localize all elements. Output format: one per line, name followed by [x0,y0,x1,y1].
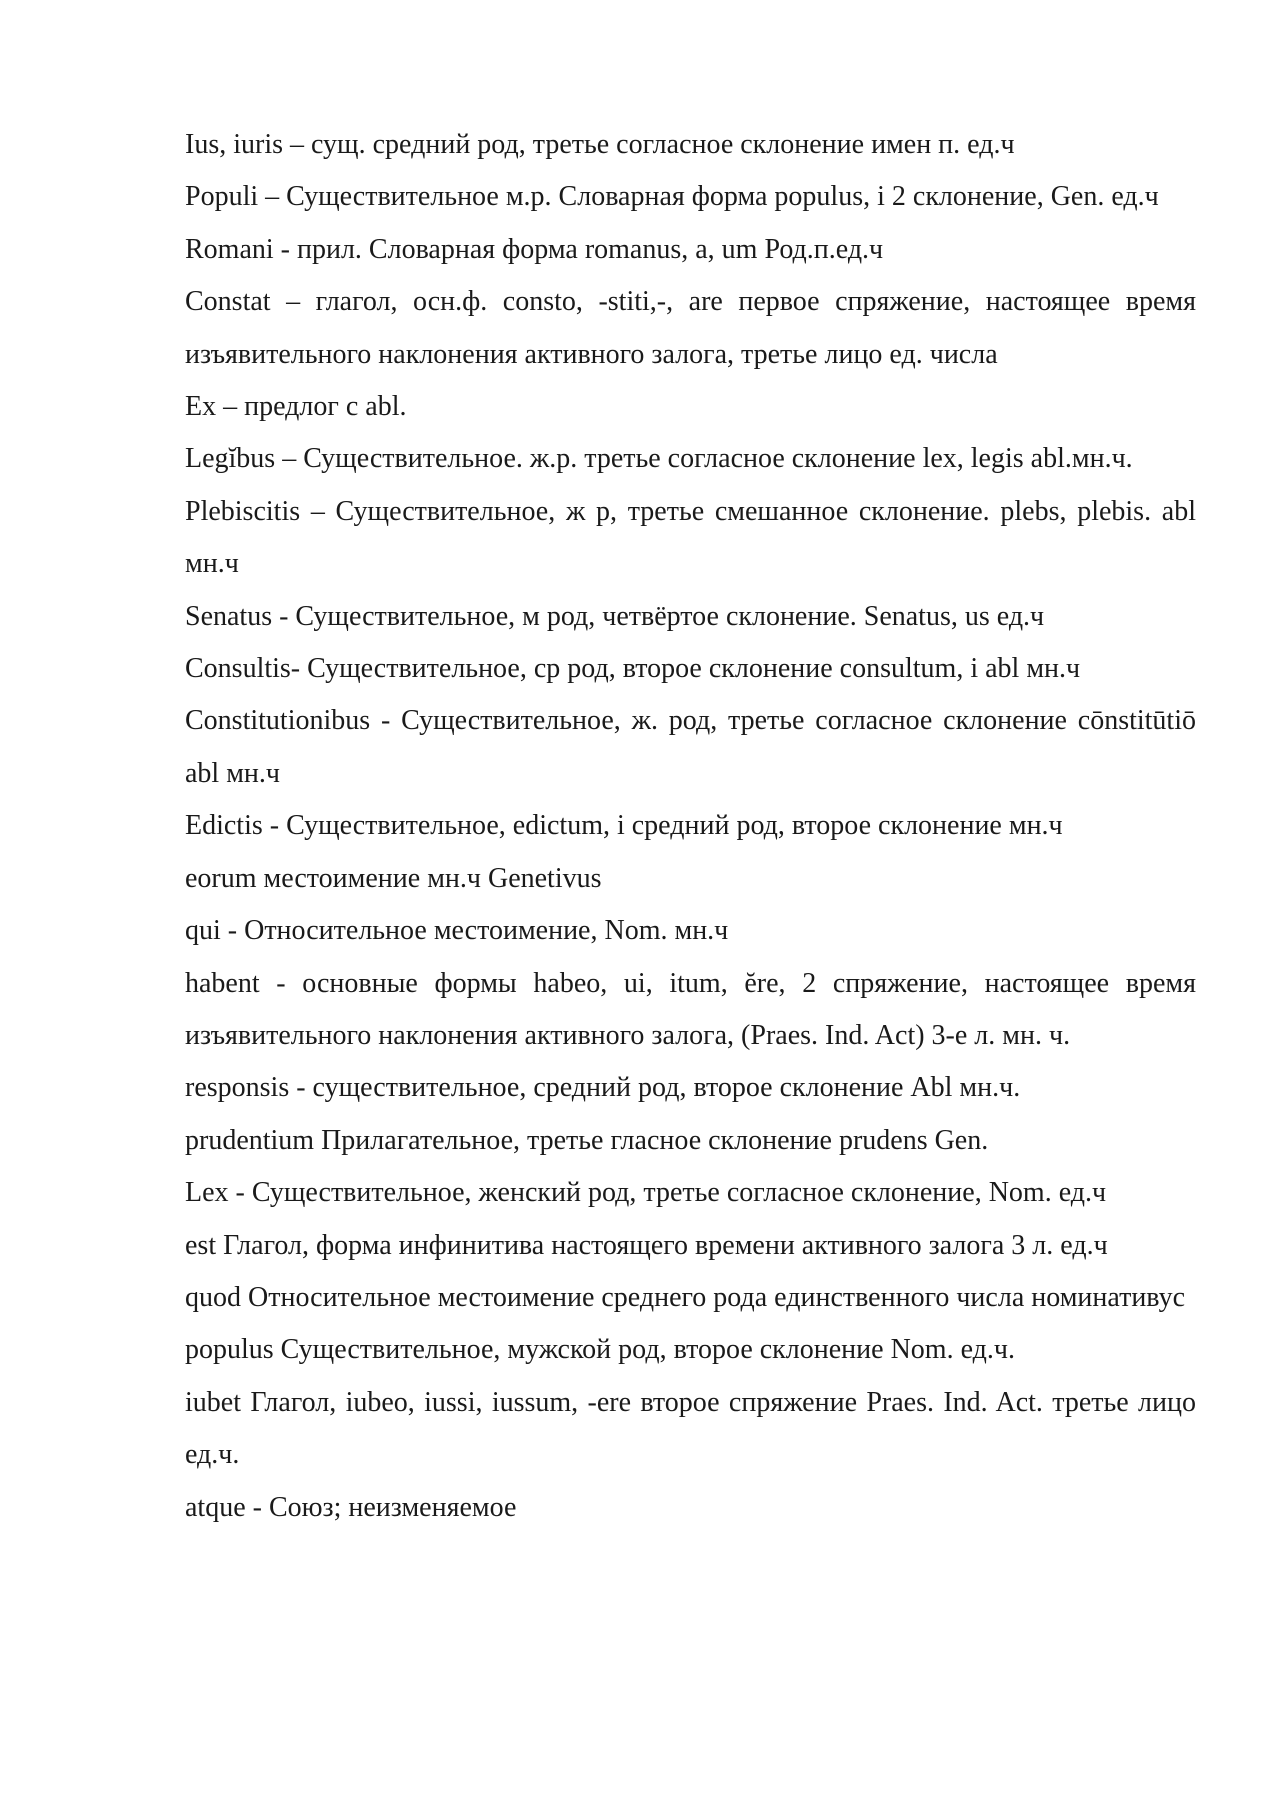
entry-eorum: eorum местоимение мн.ч Genetivus [185,862,602,894]
entry-populi: Populi – Существительное м.р. Словарная форма populus, i 2 склонение, Gen. ед.ч [185,181,1159,213]
entry-atque: atque - Союз; неизменяемое [185,1491,517,1523]
entry-responsis: responsis - существительное, средний род, второе склонение Abl мн.ч. [185,1072,1021,1104]
entry-ius: Ius, iuris – сущ. средний род, третье согласное склонение имен п. ед.ч [185,129,1015,160]
document-body [185,119,1196,1534]
entry-qui: qui - Относительное местоимение, Nom. мн.ч [185,915,729,947]
entry-habent: habent - основные формы habeo, ui, itum, ĕre, 2 спряжение, настоящее время изъявительного наклонения активного залога, (Praes. Ind. Act) 3-е л. мн. ч. [185,967,1196,1051]
entry-constat: Constat – глагол, осн.ф. consto, -stiti,-, are первое спряжение, настоящее время изъявительного наклонения активного залога, третье лицо ед. числа [185,286,1196,370]
entry-plebiscitis: Plebiscitis – Существительное, ж р, третье смешанное склонение. plebs, plebis. abl мн.ч [185,495,1196,580]
entry-senatus: Senatus - Существительное, м род, четвёртое склонение. Senatus, us ед.ч [185,600,1045,632]
entry-legibus: Legĭbus – Существительное. ж.р. третье согласное склонение lex, legis abl.мн.ч. [185,443,1133,475]
entry-ex: Ex – предлог с abl. [185,391,407,423]
entry-constitutionibus: Constitutionibus - Существительное, ж. род, третье согласное склонение cōnstitūtiō abl мн.ч [185,705,1196,789]
entry-consultis: Consultis- Существительное, ср род, второе склонение consultum, i abl мн.ч [185,653,1081,685]
entry-est: est Глагол, форма инфинитива настоящего времени активного залога 3 л. ед.ч [185,1229,1108,1261]
entry-iubet: iubet Глагол, iubeo, iussi, iussum, -ere второе спряжение Praes. Ind. Act. третье лицо ед.ч. [185,1386,1196,1471]
entry-romani: Romani - прил. Словарная форма romanus, a, um Род.п.ед.ч [185,233,884,265]
entry-edictis: Edictis - Существительное, edictum, i средний род, второе склонение мн.ч [185,810,1063,842]
entry-quod: quod Относительное местоимение среднего рода единственного числа номинативус [185,1281,1186,1313]
entry-prudentium: prudentium Прилагательное, третье гласное склонение prudens Gen. [185,1124,989,1156]
entry-populus: populus Существительное, мужской род, второе склонение Nom. ед.ч. [185,1334,1015,1366]
entry-lex: Lex - Существительное, женский род, третье согласное склонение, Nom. ед.ч [185,1177,1107,1209]
